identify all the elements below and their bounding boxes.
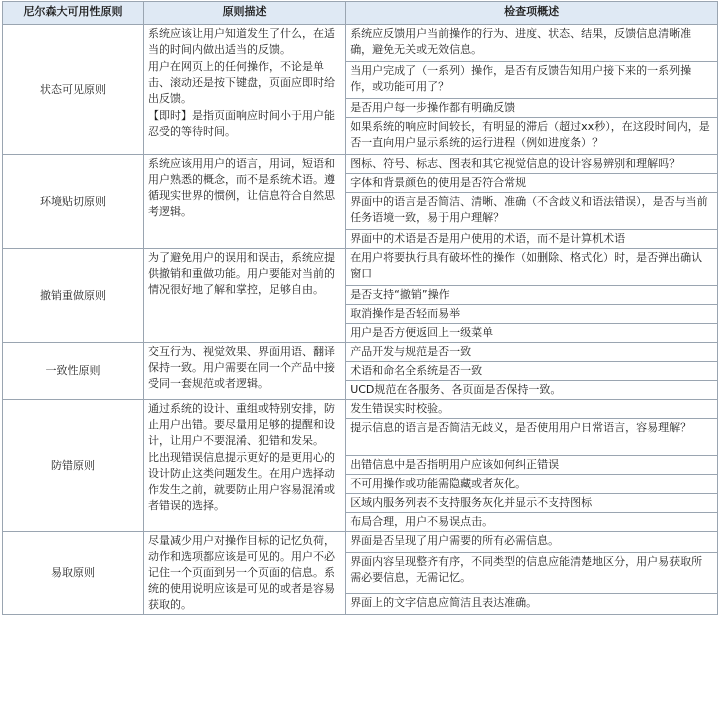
check-item: 是否支持“撤销”操作 [346,286,718,305]
check-item: 界面上的文字信息应简洁且表达准确。 [346,593,718,614]
check-item: 界面内容呈现整齐有序，不同类型的信息应能清楚地区分，用户易获取所需必要信息，无需记忆。 [346,553,718,594]
description-paragraph: 尽量减少用户对操作目标的记忆负荷，动作和选项都应该是可见的。用户不必记住一个页面到另一个页面的信息。系统的使用说明应该是可见的或者是容易获取的。 [147,534,335,611]
principle-description [143,400,345,532]
table-row [3,25,718,62]
check-item: 当用户完成了（一系列）操作，是否有反馈告知用户接下来的一系列操作，或功能可用了？ [346,62,718,99]
description-paragraph: 系统应该用用户的语言，用词，短语和用户熟悉的概念，而不是系统术语。遵循现实世界的惯例，让信息符合自然思考逻辑。 [147,157,335,218]
check-item: 系统应反馈用户当前操作的行为、进度、状态、结果，反馈信息清晰准确，避免无关或无效信息。 [346,25,718,62]
table-row [3,400,718,419]
check-item: 布局合理，用户不易误点击。 [346,513,718,532]
check-item: 出错信息中是否指明用户应该如何纠正错误 [346,456,718,475]
table-row [3,155,718,174]
check-item: 取消操作是否轻而易举 [346,305,718,324]
principle-name: 防错原则 [3,400,144,532]
check-item: 界面中的语言是否简洁、清晰、准确（不含歧义和语法错误），是否与当前任务语境一致，易于用户理解？ [346,193,718,230]
check-item: 产品开发与规范是否一致 [346,343,718,362]
check-item: 用户是否方便返回上一级菜单 [346,324,718,343]
check-item: 字体和背景颜色的使用是否符合常规 [346,174,718,193]
check-item: 提示信息的语言是否简洁无歧义，是否使用用户日常语言，容易理解？ [346,419,718,456]
principle-name: 撤销重做原则 [3,249,144,343]
table-row [3,532,718,553]
header-principle: 尼尔森大可用性原则 [3,2,144,25]
check-item: UCD规范在各服务、各页面是否保持一致。 [346,381,718,400]
header-description: 原则描述 [143,2,345,25]
principle-name: 状态可见原则 [3,25,144,155]
check-item: 如果系统的响应时间较长，有明显的滞后（超过xx秒），在这段时间内，是否一直向用户显示系统的运行进程（例如进度条）？ [346,118,718,155]
table-row [3,249,718,286]
check-item: 是否用户每一步操作都有明确反馈 [346,99,718,118]
description-paragraph: 交互行为、视觉效果、界面用语、翻译保持一致。用户需要在同一个产品中接受同一套规范或者逻辑。 [147,345,335,390]
check-item: 在用户将要执行具有破坏性的操作（如删除、格式化）时，是否弹出确认窗口 [346,249,718,286]
header-checklist: 检查项概述 [346,2,718,25]
principle-description [143,155,345,249]
principle-description [143,25,345,155]
check-item: 发生错误实时校验。 [346,400,718,419]
description-paragraph: 通过系统的设计、重组或特别安排，防止用户出错。要尽量用足够的提醒和设计，让用户不要混淆、犯错和发呆。 [147,402,335,447]
description-paragraph: 系统应该让用户知道发生了什么，在适当的时间内做出适当的反馈。 [147,27,335,56]
principle-description [143,532,345,615]
principle-name: 一致性原则 [3,343,144,400]
check-item: 术语和命名全系统是否一致 [346,362,718,381]
principle-name: 环境贴切原则 [3,155,144,249]
table-row [3,343,718,362]
description-paragraph: 【即时】是指页面响应时间小于用户能忍受的等待时间。 [147,109,335,138]
check-item: 区域内服务列表不支持服务灰化并显示不支持图标 [346,494,718,513]
principle-description [143,343,345,400]
check-item: 图标、符号、标志、图表和其它视觉信息的设计容易辨别和理解吗？ [346,155,718,174]
check-item: 不可用操作或功能需隐藏或者灰化。 [346,475,718,494]
check-item: 界面是否呈现了用户需要的所有必需信息。 [346,532,718,553]
check-item: 界面中的术语是否是用户使用的术语，而不是计算机术语 [346,230,718,249]
description-paragraph: 用户在网页上的任何操作，不论是单击、滚动还是按下键盘，页面应即时给出反馈。 [147,60,335,105]
description-paragraph: 为了避免用户的误用和误击，系统应提供撤销和重做功能。用户要能对当前的情况很好地了解和掌控，足够自由。 [147,251,335,296]
usability-table [2,1,718,615]
header-row [3,2,718,25]
description-paragraph: 比出现错误信息提示更好的是更用心的设计防止这类问题发生。在用户选择动作发生之前，就要防止用户容易混淆或者错误的选择。 [147,451,335,512]
principle-description [143,249,345,343]
principle-name: 易取原则 [3,532,144,615]
